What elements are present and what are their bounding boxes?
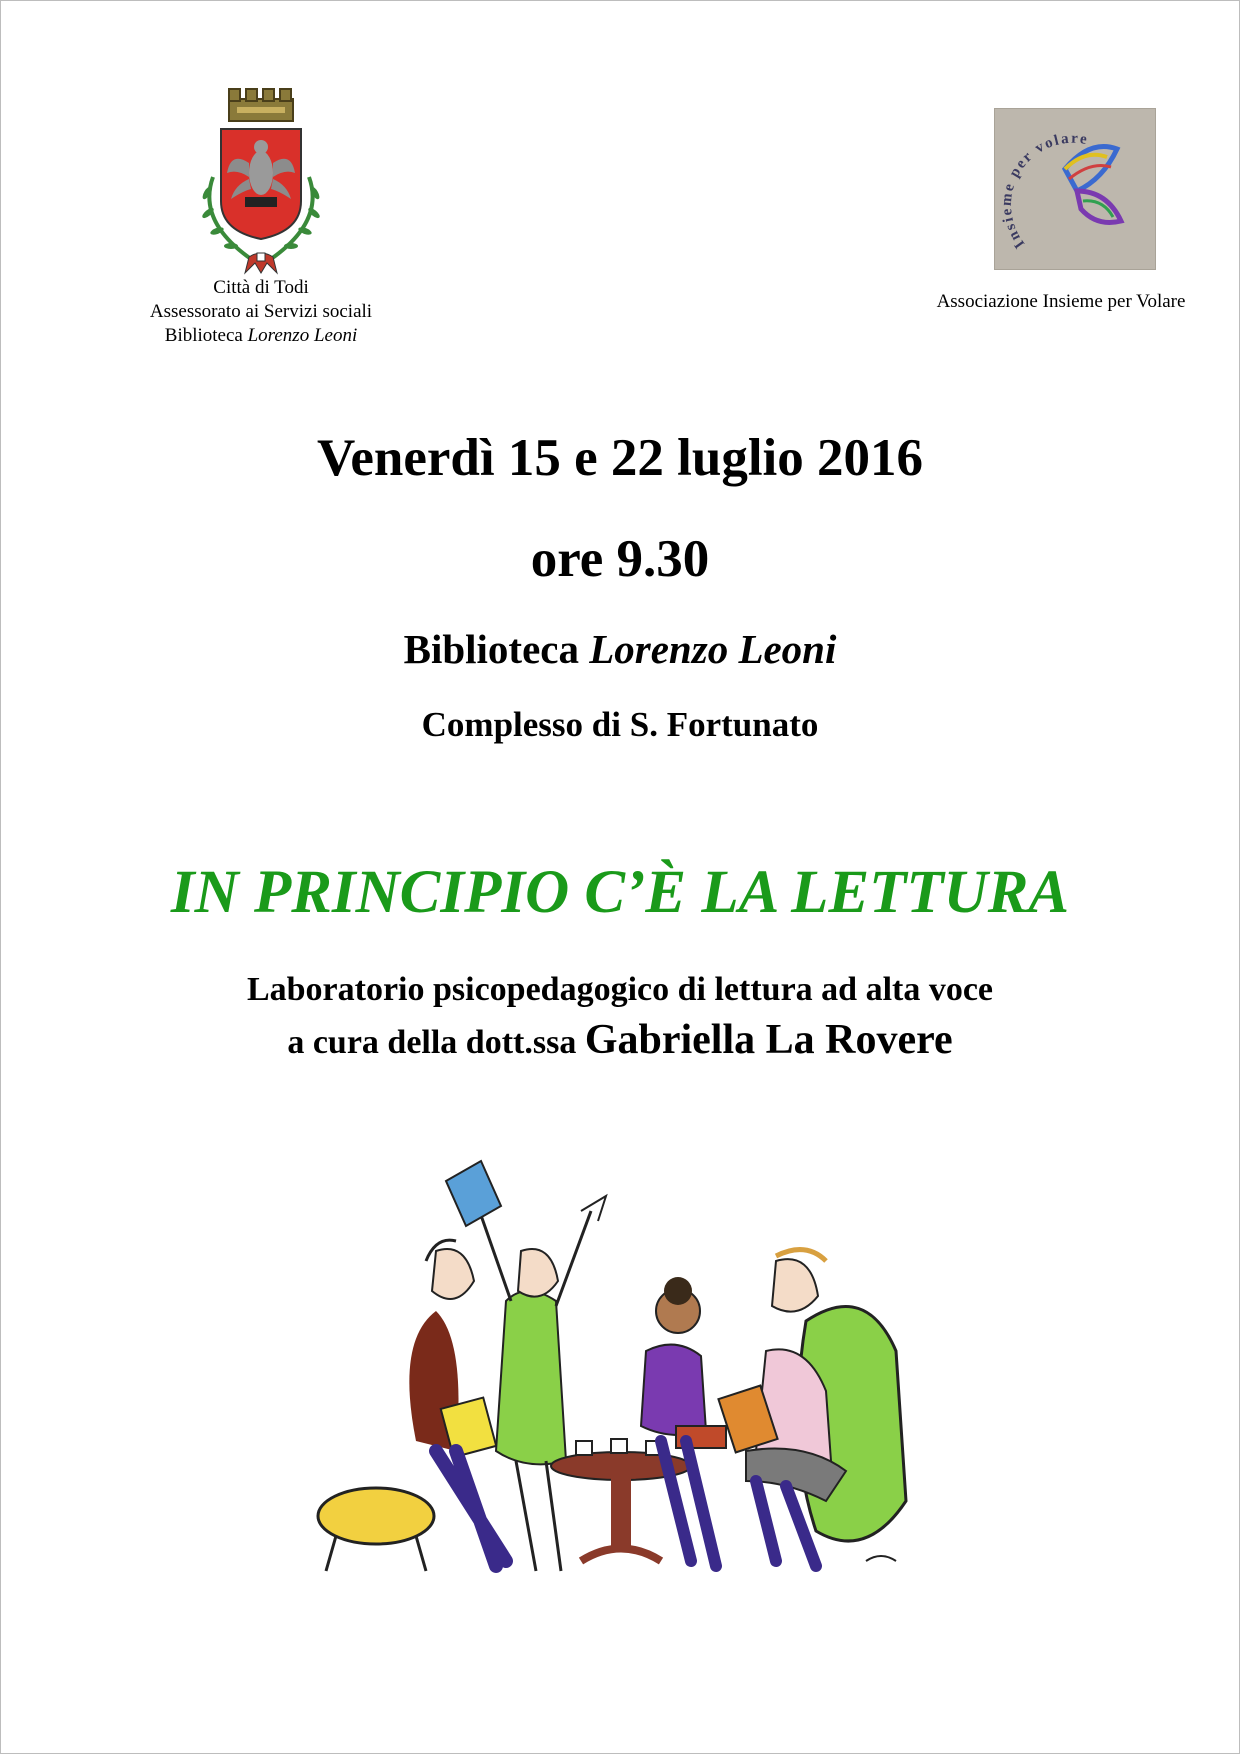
venue-prefix: Biblioteca — [403, 626, 590, 672]
event-description: Laboratorio psicopedagogico di lettura ad alta voce — [246, 971, 994, 1008]
curator-prefix: a cura della dott.ssa — [287, 1024, 585, 1061]
library-name: Lorenzo Leoni — [247, 325, 358, 346]
event-time: ore 9.30 — [530, 530, 710, 588]
page-title: IN PRINCIPIO C’È LA LETTURA — [170, 859, 1070, 926]
library-prefix: Biblioteca — [164, 325, 248, 346]
logo-text: Insieme per volare — [998, 130, 1091, 252]
curator-name: Gabriella La Rovere — [584, 1017, 953, 1063]
institution-library — [111, 324, 411, 348]
event-venue — [1, 624, 1239, 674]
butterfly-logo-icon — [994, 108, 1156, 270]
association-name: Associazione Insieme per Volare — [936, 291, 1186, 312]
event-complex: Complesso di S. Fortunato — [421, 705, 819, 744]
institution-department: Assessorato ai Servizi sociali — [149, 301, 373, 322]
institution-block — [111, 81, 411, 348]
institution-city: Città di Todi — [213, 277, 309, 298]
venue-name: Lorenzo Leoni — [589, 626, 837, 672]
coat-of-arms-icon — [191, 81, 331, 276]
people-reading-illustration — [306, 1141, 926, 1581]
event-date: Venerdì 15 e 22 luglio 2016 — [316, 429, 924, 487]
event-curator — [1, 1017, 1239, 1066]
